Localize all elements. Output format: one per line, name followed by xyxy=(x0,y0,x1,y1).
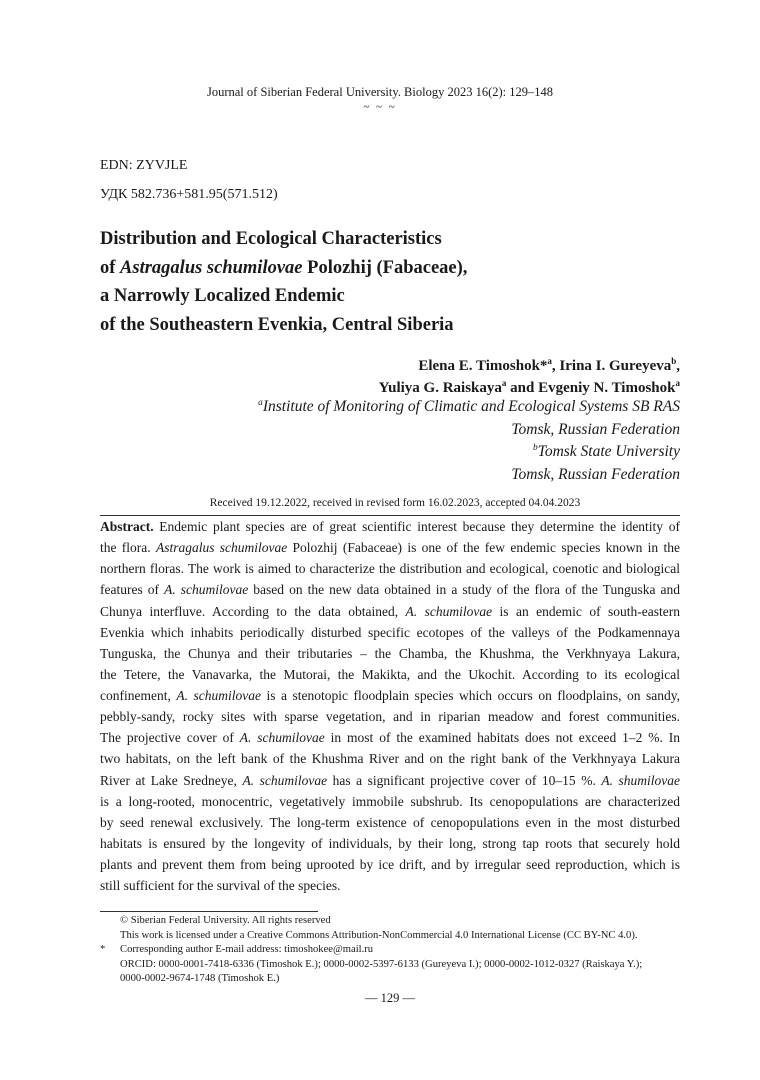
author-list xyxy=(379,355,680,399)
title-line-2-pre: of xyxy=(100,257,121,278)
abstract-line: Evenkia which inhabits periodically disturbed specific ecotopes of the valleys of the Podkamennaya xyxy=(100,624,680,640)
article-title xyxy=(100,225,660,339)
author-separator: , xyxy=(551,358,560,374)
author-1: Elena E. Timoshok* xyxy=(418,358,548,374)
abstract-text: Endemic plant species are of great scientific interest because they determine the identity of xyxy=(153,519,680,534)
author-4: Evgeniy N. Timoshok xyxy=(538,380,676,396)
species-name: A. schumilovae xyxy=(164,582,249,598)
author-3-affil: a xyxy=(501,378,507,388)
abstract xyxy=(100,516,680,896)
author-2: Irina I. Gureyeva xyxy=(559,358,672,374)
footnote-rule xyxy=(100,911,318,912)
affiliation-b-mark: b xyxy=(532,442,538,453)
abstract-text: in most of the examined habitats does not exceed 1–2 %. In xyxy=(324,730,681,746)
edn-code: EDN: ZYVJLE xyxy=(100,158,188,173)
abstract-text: Polozhij (Fabaceae) is one of the few endemic species known in the xyxy=(287,540,680,556)
title-line-4: of the Southeastern Evenkia, Central Siberia xyxy=(100,314,454,335)
abstract-label: Abstract. xyxy=(100,519,154,534)
species-name: A. shumilovae xyxy=(601,772,680,788)
affiliation-a-text: Institute of Monitoring of Climatic and Ecological Systems SB RAS xyxy=(262,398,680,415)
abstract-line xyxy=(100,579,680,600)
abstract-line xyxy=(100,537,680,558)
abstract-line: plants and prevent them from being uprooted by ice drift, and by irregular seed reproduction, which is xyxy=(100,857,680,872)
affiliation-b-name xyxy=(258,441,680,464)
footnote-copyright: © Siberian Federal University. All rights reserved xyxy=(120,915,331,926)
journal-header: Journal of Siberian Federal University. Biology 2023 16(2): 129–148 xyxy=(206,85,553,99)
abstract-text: features of xyxy=(100,582,165,598)
abstract-line: pebbly-sandy, rocky sites with sparse vegetation, and in riparian meadow and forest communities. xyxy=(100,709,680,725)
affiliations xyxy=(258,396,680,486)
abstract-text: is a stenotopic floodplain species which occurs on floodplains, on sandy, xyxy=(261,688,680,703)
author-2-affil: b xyxy=(671,356,677,366)
authors-line-1 xyxy=(379,355,680,377)
abstract-line: northern floras. The work is aimed to characterize the distribution and ecological, coenotic and biological xyxy=(100,561,680,577)
footnote-orcid-2: 0000-0002-9674-1748 (Timoshok E.) xyxy=(120,973,280,985)
species-name: Astragalus schumilovae xyxy=(155,540,288,556)
abstract-text: River at Lake Sredneye, xyxy=(100,772,243,788)
abstract-line: Tunguska, the Chunya and their tributaries – the Chamba, the Khushma, the Verkhnyaya Lakura, xyxy=(100,645,680,661)
affiliation-a-mark: a xyxy=(258,397,263,408)
abstract-line: still sufficient for the survival of the species. xyxy=(100,878,341,894)
abstract-line xyxy=(100,601,680,622)
footnote-star-mark: * xyxy=(100,944,106,956)
species-name: A. schumilovae xyxy=(405,603,493,619)
footnote-license: This work is licensed under a Creative Commons Attribution-NonCommercial 4.0 International License (CC BY-NC 4.0). xyxy=(120,929,638,941)
abstract-line: is a long-rooted, monocentric, vegetatively immobile subshrub. Its cenopopulations are characterized xyxy=(100,793,680,809)
affiliation-a-name xyxy=(258,396,680,419)
affiliation-b-city: Tomsk, Russian Federation xyxy=(511,465,680,483)
species-name: A. schumilovae xyxy=(242,772,328,788)
author-1-affil: a xyxy=(547,356,552,366)
title-line-2 xyxy=(100,254,660,283)
udk-code: УДК 582.736+581.95(571.512) xyxy=(100,187,278,202)
title-line-1: Distribution and Ecological Characteristics xyxy=(100,229,442,249)
abstract-line xyxy=(100,727,680,748)
species-name: A. schumilovae xyxy=(239,730,325,746)
title-species-name: Astragalus schumilovae xyxy=(120,257,303,278)
affiliation-b-text: Tomsk State University xyxy=(537,443,680,460)
abstract-text: the flora. xyxy=(100,540,156,556)
corresponding-email: Corresponding author E-mail address: timoshokee@mail.ru xyxy=(120,944,374,956)
abstract-text: Chunya interfluve. According to the data obtained, xyxy=(100,603,406,619)
author-3: Yuliya G. Raiskaya xyxy=(378,380,502,396)
author-conjunction: and xyxy=(506,380,539,396)
affiliation-a-city: Tomsk, Russian Federation xyxy=(511,420,680,438)
abstract-text: confinement, xyxy=(100,688,177,703)
abstract-line: habitats is ensured by the longevity of individuals, by their long, strong tap roots that securely hold xyxy=(100,835,680,851)
abstract-text: has a significant projective cover of 10–15 %. xyxy=(327,772,602,788)
abstract-line: by seed renewal exclusively. The long-term existence of cenopopulations even in the most disturbed xyxy=(100,814,680,830)
author-separator: , xyxy=(676,358,680,374)
footnotes xyxy=(100,914,690,987)
abstract-text: The projective cover of xyxy=(100,730,240,746)
title-line-3: a Narrowly Localized Endemic xyxy=(100,286,345,306)
title-line-2-post: Polozhij (Fabaceae), xyxy=(302,257,468,278)
author-4-affil: a xyxy=(675,378,680,388)
species-name: A. schumilovae xyxy=(176,688,261,703)
abstract-line xyxy=(100,770,680,791)
abstract-text: based on the new data obtained in a study of the flora of the Tunguska and xyxy=(248,582,680,598)
abstract-line: two habitats, on the left bank of the Khushma River and on the right bank of the Verkhnyaya Lakura xyxy=(100,751,680,767)
footnote-orcid-1: ORCID: 0000-0001-7418-6336 (Timoshok E.); 0000-0002-5397-6133 (Gureyeva I.); 0000-0002-1012-0327 (Raiskaya Y.); xyxy=(120,958,643,970)
abstract-line xyxy=(100,685,680,706)
abstract-line xyxy=(100,516,680,537)
header-separator: ~ ~ ~ xyxy=(363,101,397,113)
abstract-text: is an endemic of south-eastern xyxy=(492,603,680,619)
abstract-line: the Tetere, the Vanavarka, the Mutorai, the Makikta, and the Ukochit. According to its ecological xyxy=(100,666,680,682)
page-number: — 129 — xyxy=(365,991,415,1005)
footnote-corresponding xyxy=(100,943,690,958)
received-dates: Received 19.12.2022, received in revised form 16.02.2023, accepted 04.04.2023 xyxy=(209,497,581,509)
